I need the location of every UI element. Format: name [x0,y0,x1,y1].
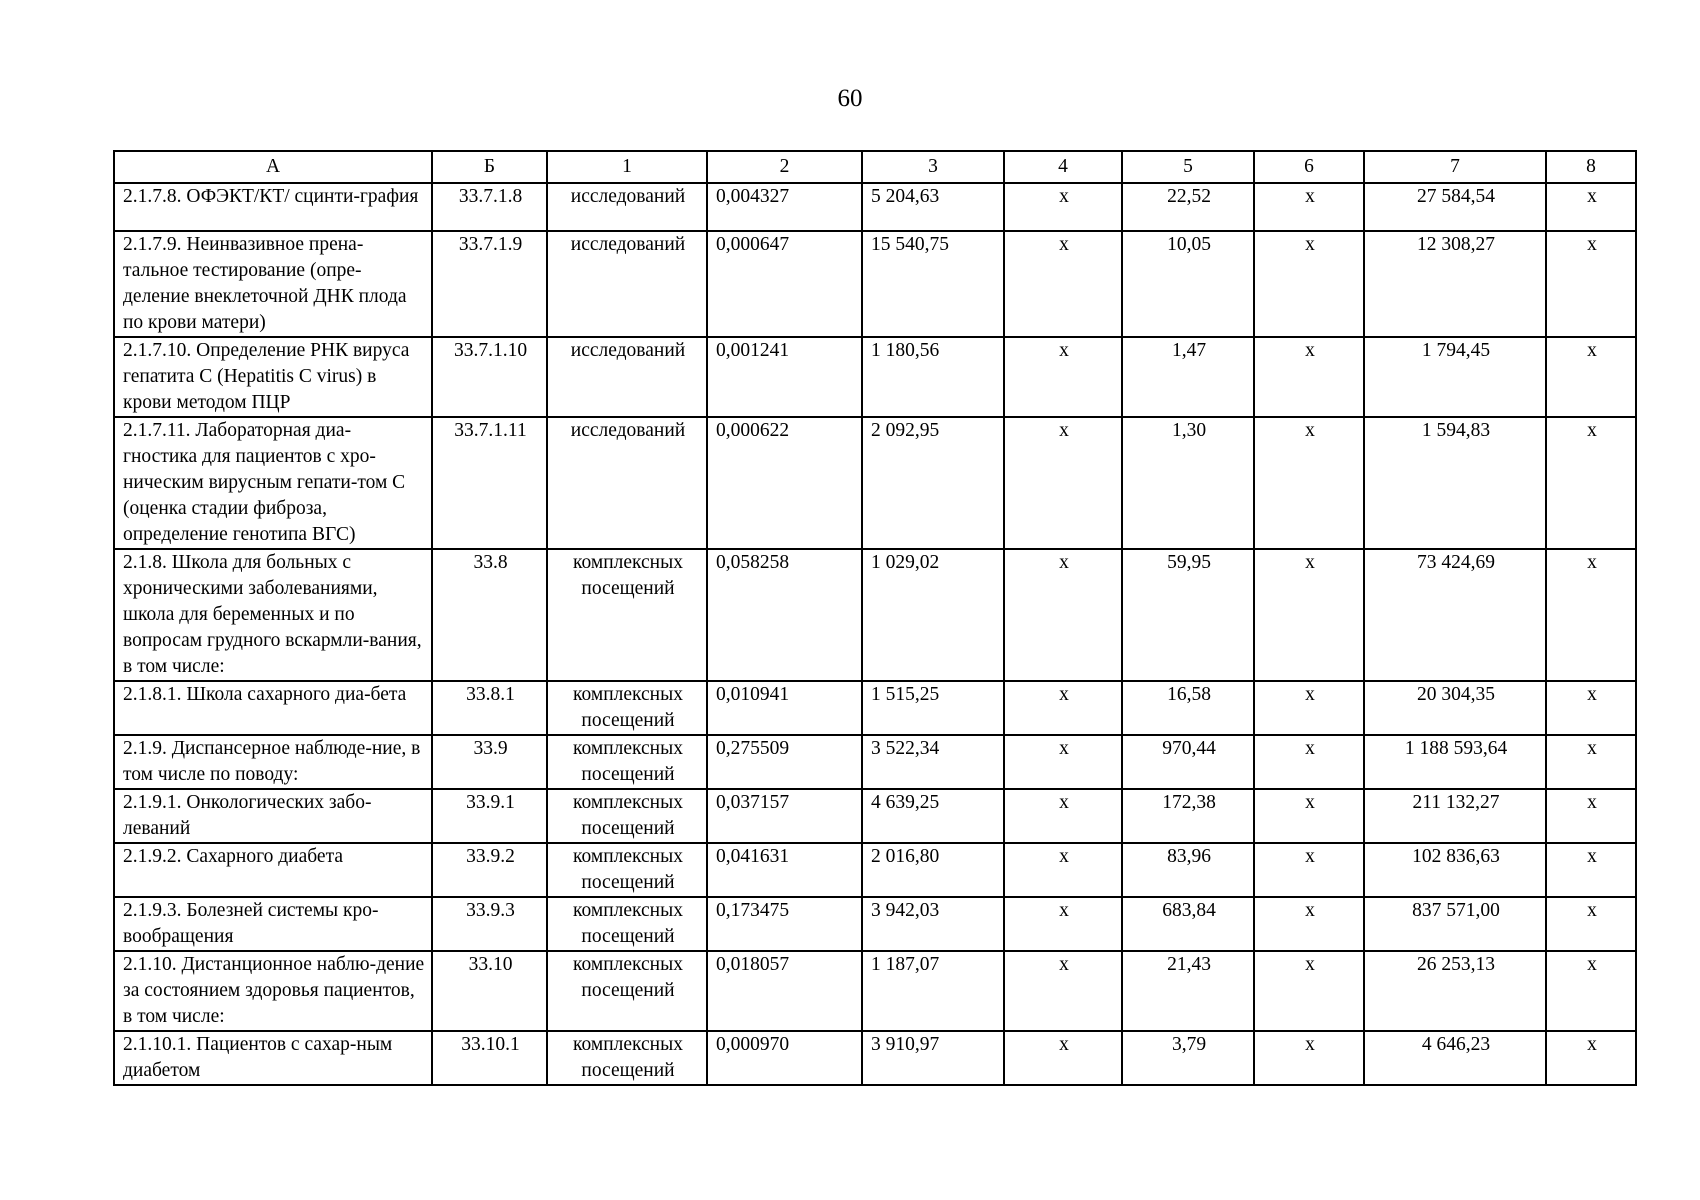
col-5-cell: 683,84 [1122,897,1254,951]
row-code-cell: 33.7.1.8 [432,183,547,231]
col-2-cell: 0,010941 [707,681,862,735]
col-2-cell: 0,018057 [707,951,862,1031]
table-body [114,183,1636,1085]
col-8-cell: х [1546,549,1636,681]
col-7-cell: 102 836,63 [1364,843,1546,897]
col-4-cell: х [1004,549,1122,681]
col-2-cell: 0,041631 [707,843,862,897]
col-3-cell: 4 639,25 [862,789,1004,843]
unit-cell: комплексных посещений [547,951,707,1031]
col-2-cell: 0,000647 [707,231,862,337]
col-7-cell: 1 794,45 [1364,337,1546,417]
row-code-cell: 33.8.1 [432,681,547,735]
header-cell-4: 4 [1004,151,1122,183]
col-7-cell: 73 424,69 [1364,549,1546,681]
row-name-cell: 2.1.7.11. Лабораторная диа-гностика для пациентов с хро-ническим вирусным гепати-том С (оценка стадии фиброза, определение генотипа ВГС) [114,417,432,549]
col-3-cell: 1 515,25 [862,681,1004,735]
col-6-cell: х [1254,735,1364,789]
col-8-cell: х [1546,417,1636,549]
col-4-cell: х [1004,231,1122,337]
col-4-cell: х [1004,897,1122,951]
col-6-cell: х [1254,951,1364,1031]
col-5-cell: 172,38 [1122,789,1254,843]
col-8-cell: х [1546,337,1636,417]
row-code-cell: 33.10 [432,951,547,1031]
header-cell-7: 7 [1364,151,1546,183]
col-4-cell: х [1004,417,1122,549]
unit-cell: исследований [547,337,707,417]
col-4-cell: х [1004,789,1122,843]
col-4-cell: х [1004,1031,1122,1085]
row-name-cell: 2.1.9.2. Сахарного диабета [114,843,432,897]
col-6-cell: х [1254,231,1364,337]
col-7-cell: 837 571,00 [1364,897,1546,951]
col-5-cell: 16,58 [1122,681,1254,735]
table-row [114,337,1636,417]
col-6-cell: х [1254,843,1364,897]
unit-cell: исследований [547,417,707,549]
col-8-cell: х [1546,897,1636,951]
col-2-cell: 0,173475 [707,897,862,951]
col-2-cell: 0,004327 [707,183,862,231]
header-cell-5: 5 [1122,151,1254,183]
col-4-cell: х [1004,735,1122,789]
col-2-cell: 0,001241 [707,337,862,417]
col-5-cell: 970,44 [1122,735,1254,789]
row-code-cell: 33.9.1 [432,789,547,843]
table-row [114,549,1636,681]
header-cell-b: Б [432,151,547,183]
table-row [114,1031,1636,1085]
data-table [113,150,1637,1086]
row-name-cell: 2.1.9.3. Болезней системы кро-вообращения [114,897,432,951]
table-row [114,681,1636,735]
header-cell-8: 8 [1546,151,1636,183]
col-2-cell: 0,037157 [707,789,862,843]
header-cell-1: 1 [547,151,707,183]
col-8-cell: х [1546,231,1636,337]
col-3-cell: 1 180,56 [862,337,1004,417]
col-2-cell: 0,058258 [707,549,862,681]
col-2-cell: 0,000970 [707,1031,862,1085]
col-5-cell: 83,96 [1122,843,1254,897]
unit-cell: комплексных посещений [547,1031,707,1085]
col-4-cell: х [1004,183,1122,231]
col-7-cell: 27 584,54 [1364,183,1546,231]
row-code-cell: 33.8 [432,549,547,681]
row-name-cell: 2.1.8.1. Школа сахарного диа-бета [114,681,432,735]
col-3-cell: 3 522,34 [862,735,1004,789]
col-8-cell: х [1546,681,1636,735]
col-7-cell: 12 308,27 [1364,231,1546,337]
unit-cell: комплексных посещений [547,735,707,789]
col-4-cell: х [1004,681,1122,735]
header-row [114,151,1636,183]
col-6-cell: х [1254,549,1364,681]
col-7-cell: 1 594,83 [1364,417,1546,549]
row-name-cell: 2.1.10. Дистанционное наблю-дение за состоянием здоровья пациентов, в том числе: [114,951,432,1031]
col-6-cell: х [1254,681,1364,735]
row-name-cell: 2.1.9. Диспансерное наблюде-ние, в том числе по поводу: [114,735,432,789]
row-name-cell: 2.1.8. Школа для больных с хроническими заболеваниями, школа для беременных и по вопросам грудного вскармли-вания, в том числе: [114,549,432,681]
col-7-cell: 26 253,13 [1364,951,1546,1031]
col-3-cell: 2 016,80 [862,843,1004,897]
col-3-cell: 3 942,03 [862,897,1004,951]
table-row [114,897,1636,951]
row-code-cell: 33.9 [432,735,547,789]
col-5-cell: 3,79 [1122,1031,1254,1085]
col-5-cell: 21,43 [1122,951,1254,1031]
col-8-cell: х [1546,183,1636,231]
col-6-cell: х [1254,1031,1364,1085]
row-name-cell: 2.1.9.1. Онкологических забо-леваний [114,789,432,843]
col-5-cell: 59,95 [1122,549,1254,681]
col-3-cell: 1 187,07 [862,951,1004,1031]
col-3-cell: 1 029,02 [862,549,1004,681]
col-6-cell: х [1254,183,1364,231]
table-row [114,231,1636,337]
col-7-cell: 1 188 593,64 [1364,735,1546,789]
header-cell-3: 3 [862,151,1004,183]
table-header [114,151,1636,183]
unit-cell: комплексных посещений [547,681,707,735]
col-3-cell: 2 092,95 [862,417,1004,549]
col-3-cell: 5 204,63 [862,183,1004,231]
col-5-cell: 1,47 [1122,337,1254,417]
col-8-cell: х [1546,843,1636,897]
unit-cell: исследований [547,231,707,337]
unit-cell: исследований [547,183,707,231]
col-3-cell: 15 540,75 [862,231,1004,337]
unit-cell: комплексных посещений [547,843,707,897]
table-row [114,951,1636,1031]
header-cell-2: 2 [707,151,862,183]
row-code-cell: 33.7.1.10 [432,337,547,417]
col-4-cell: х [1004,843,1122,897]
row-code-cell: 33.10.1 [432,1031,547,1085]
col-2-cell: 0,275509 [707,735,862,789]
col-8-cell: х [1546,735,1636,789]
col-3-cell: 3 910,97 [862,1031,1004,1085]
col-8-cell: х [1546,951,1636,1031]
col-7-cell: 211 132,27 [1364,789,1546,843]
row-code-cell: 33.7.1.9 [432,231,547,337]
row-name-cell: 2.1.7.9. Неинвазивное прена-тальное тестирование (опре-деление внеклеточной ДНК плода по крови матери) [114,231,432,337]
header-cell-a: А [114,151,432,183]
col-6-cell: х [1254,897,1364,951]
col-7-cell: 4 646,23 [1364,1031,1546,1085]
row-code-cell: 33.7.1.11 [432,417,547,549]
col-6-cell: х [1254,337,1364,417]
row-name-cell: 2.1.10.1. Пациентов с сахар-ным диабетом [114,1031,432,1085]
unit-cell: комплексных посещений [547,789,707,843]
col-6-cell: х [1254,789,1364,843]
col-5-cell: 10,05 [1122,231,1254,337]
col-4-cell: х [1004,337,1122,417]
col-8-cell: х [1546,1031,1636,1085]
col-8-cell: х [1546,789,1636,843]
table-row [114,843,1636,897]
col-4-cell: х [1004,951,1122,1031]
col-5-cell: 22,52 [1122,183,1254,231]
table-row [114,735,1636,789]
header-cell-6: 6 [1254,151,1364,183]
col-7-cell: 20 304,35 [1364,681,1546,735]
unit-cell: комплексных посещений [547,897,707,951]
page-number: 60 [837,85,863,112]
row-code-cell: 33.9.3 [432,897,547,951]
row-code-cell: 33.9.2 [432,843,547,897]
col-5-cell: 1,30 [1122,417,1254,549]
table-row [114,183,1636,231]
table-row [114,789,1636,843]
unit-cell: комплексных посещений [547,549,707,681]
table-row [114,417,1636,549]
row-name-cell: 2.1.7.8. ОФЭКТ/КТ/ сцинти-графия [114,183,432,231]
row-name-cell: 2.1.7.10. Определение РНК вируса гепатита С (Hepatitis C virus) в крови методом ПЦР [114,337,432,417]
col-2-cell: 0,000622 [707,417,862,549]
col-6-cell: х [1254,417,1364,549]
